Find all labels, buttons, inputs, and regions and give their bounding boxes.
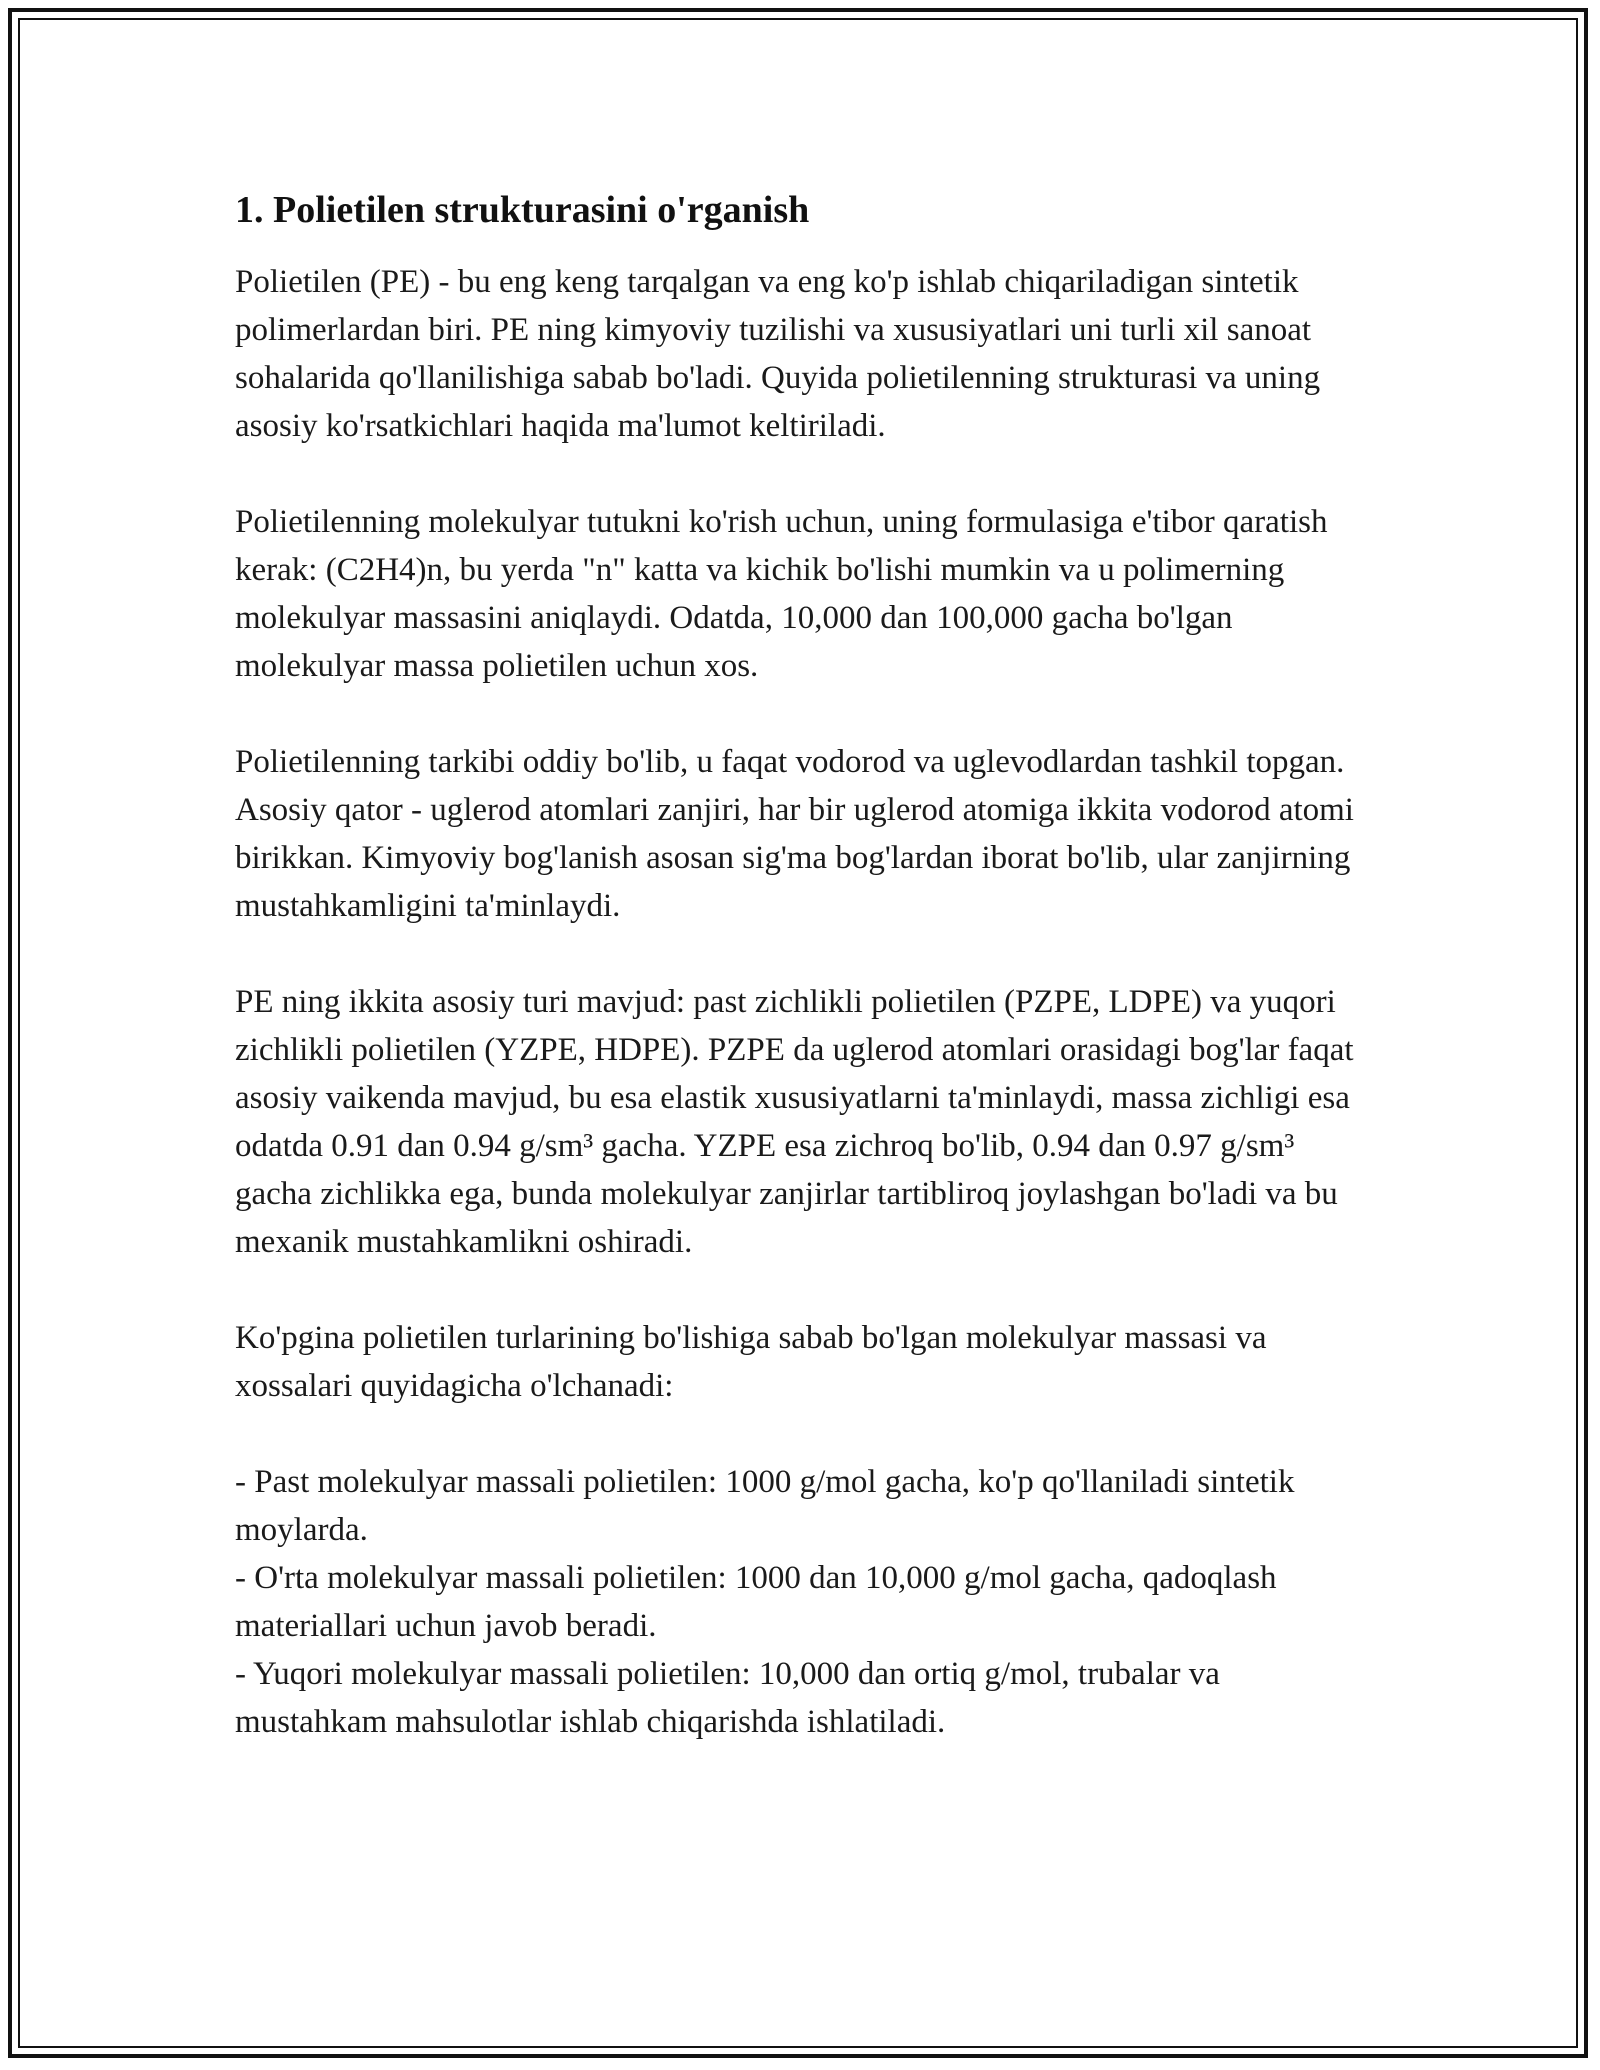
- paragraph-gap: [235, 450, 1365, 498]
- list-item: - O'rta molekulyar massali polietilen: 1000 dan 10,000 g/mol gacha, qadoqlash materiallari uchun javob beradi.: [235, 1560, 1277, 1644]
- paragraph-gap: [235, 930, 1365, 978]
- paragraph-gap: [235, 1266, 1365, 1314]
- paragraph-types: PE ning ikkita asosiy turi mavjud: past zichlikli polietilen (PZPE, LDPE) va yuqori zichlikli polietilen (YZPE, HDPE). PZPE da uglerod atomlari orasidagi bog'lar faqat asosiy vaikenda mavjud, bu esa elastik xususiyatlarni ta'minlaydi, massa zichligi esa odatda 0.91 dan 0.94 g/sm³ gacha. YZPE esa zichroq bo'lib, 0.94 dan 0.97 g/sm³ gacha zichlikka ega, bunda molekulyar zanjirlar tartibliroq joylashgan bo'ladi va bu mexanik mustahkamlikni oshiradi.: [235, 984, 1354, 1260]
- paragraph-composition: Polietilenning tarkibi oddiy bo'lib, u faqat vodorod va uglevodlardan tashkil topgan. Asosiy qator - uglerod atomlari zanjiri, har bir uglerod atomiga ikkita vodorod atomi birikkan. Kimyoviy bog'lanish asosan sig'ma bog'lardan iborat bo'lib, ular zanjirning mustahkamligini ta'minlaydi.: [235, 744, 1354, 924]
- list-item: - Yuqori molekulyar massali polietilen: 10,000 dan ortiq g/mol, trubalar va mustahkam mahsulotlar ishlab chiqarishda ishlatiladi.: [235, 1656, 1220, 1740]
- section-heading: 1. Polietilen strukturasini o'rganish: [235, 189, 810, 231]
- paragraph-mass-intro: Ko'pgina polietilen turlarining bo'lishiga sabab bo'lgan molekulyar massasi va xossalari quyidagicha o'lchanadi:: [235, 1320, 1267, 1404]
- document-body: [235, 186, 1365, 1746]
- mass-list: [235, 1458, 1365, 1746]
- paragraph-gap: [235, 1410, 1365, 1458]
- paragraph-formula: Polietilenning molekulyar tutukni ko'rish uchun, uning formulasiga e'tibor qaratish kerak: (C2H4)n, bu yerda "n" katta va kichik bo'lishi mumkin va u polimerning molekulyar massasini aniqlaydi. Odatda, 10,000 dan 100,000 gacha bo'lgan molekulyar massa polietilen uchun xos.: [235, 504, 1328, 684]
- paragraph-gap: [235, 690, 1365, 738]
- paragraph-intro: Polietilen (PE) - bu eng keng tarqalgan va eng ko'p ishlab chiqariladigan sintetik polimerlardan biri. PE ning kimyoviy tuzilishi va xususiyatlari uni turli xil sanoat sohalarida qo'llanilishiga sabab bo'ladi. Quyida polietilenning strukturasi va uning asosiy ko'rsatkichlari haqida ma'lumot keltiriladi.: [235, 264, 1321, 444]
- list-item: - Past molekulyar massali polietilen: 1000 g/mol gacha, ko'p qo'llaniladi sintetik moylarda.: [235, 1464, 1295, 1548]
